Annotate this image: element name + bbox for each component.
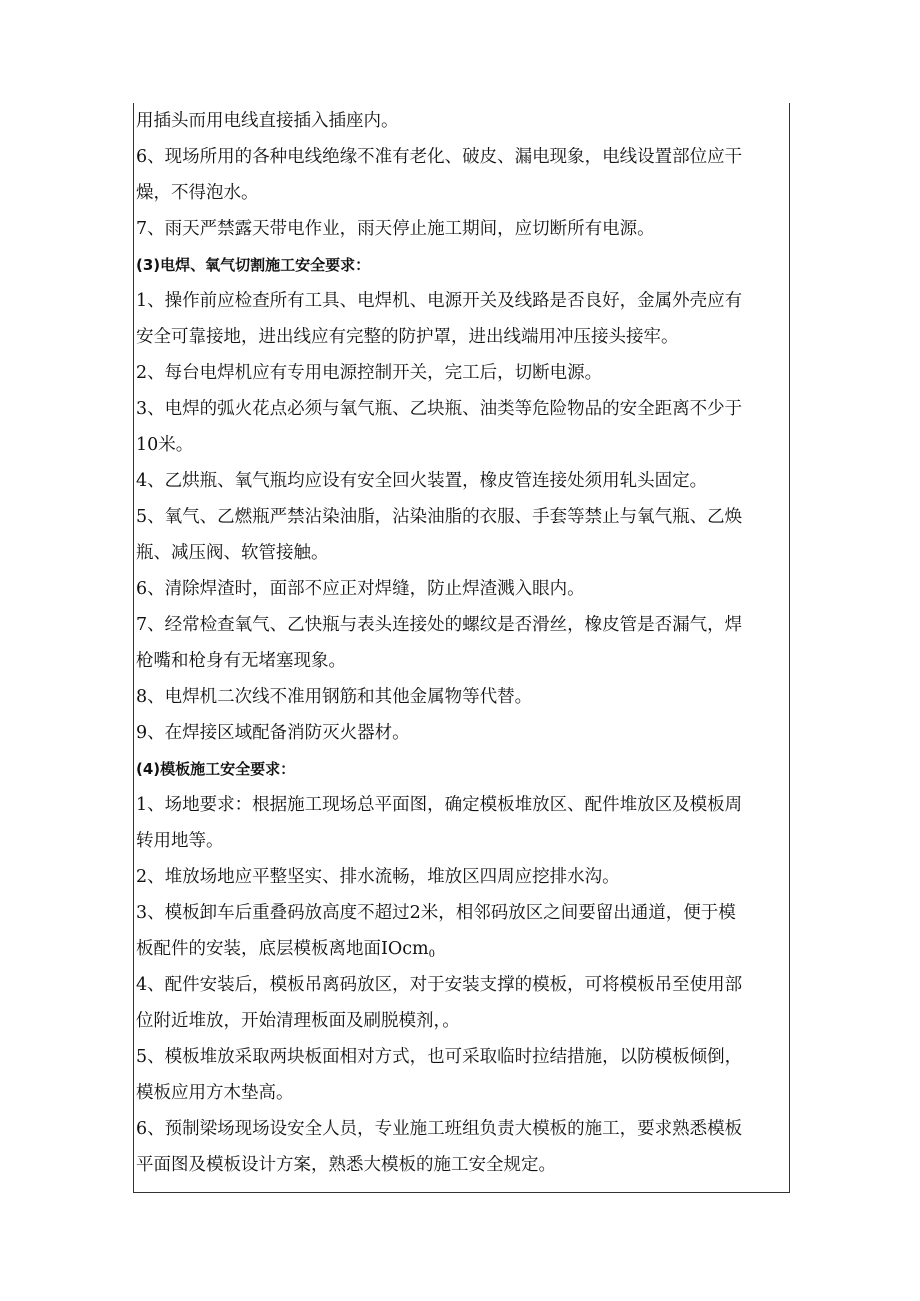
document-body [136,103,784,1183]
subscript-mark: 0 [428,949,436,960]
text-line: 1、操作前应检查所有工具、电焊机、电源开关及线路是否良好，金属外壳应有 [136,291,743,311]
section-heading: (3)电焊、氧气切割施工安全要求： [136,256,371,274]
text-line: 6、清除焊渣时，面部不应正对焊缝，防止焊渣溅入眼内。 [136,579,585,599]
text-line: 燥，不得泡水。 [136,183,259,203]
text-line: 10米。 [136,435,194,455]
text-line: 转用地等。 [136,831,224,851]
text-line: 1、场地要求：根据施工现场总平面图，确定模板堆放区、配件堆放区及模板周 [136,795,743,815]
text-line: 瓶、减压阀、软管接触。 [136,543,329,563]
text-line: 安全可靠接地，进出线应有完整的防护罩，进出线端用冲压接头接牢。 [136,327,679,347]
text-line-main: 板配件的安装，底层模板离地面IOcm [136,939,429,959]
text-line: 3、电焊的弧火花点必须与氧气瓶、乙块瓶、油类等危险物品的安全距离不少于 [136,399,743,419]
text-line: 4、配件安装后，模板吊离码放区，对于安装支撑的模板，可将模板吊至使用部 [136,975,743,995]
text-line: 7、经常检查氧气、乙快瓶与表头连接处的螺纹是否滑丝，橡皮管是否漏气，焊 [136,615,743,635]
text-line: 3、模板卸车后重叠码放高度不超过2米，相邻码放区之间要留出通道，便于模 [136,903,736,923]
text-line: 4、乙烘瓶、氧气瓶均应设有安全回火装置，橡皮管连接处须用轧头固定。 [136,471,708,491]
text-line: 5、模板堆放采取两块板面相对方式，也可采取临时拉结措施，以防模板倾倒， [136,1047,743,1067]
text-line: 位附近堆放，开始清理板面及刷脱模剂，。 [136,1011,460,1031]
text-line: 2、每台电焊机应有专用电源控制开关，完工后，切断电源。 [136,363,603,383]
text-line: 5、氧气、乙燃瓶严禁沾染油脂，沾染油脂的衣服、手套等禁止与氧气瓶、乙焕 [136,507,743,527]
section-heading: (4)模板施工安全要求： [136,760,296,778]
text-line: 用插头而用电线直接插入插座内。 [136,111,399,131]
text-line: 平面图及模板设计方案，熟悉大模板的施工安全规定。 [136,1155,556,1175]
text-line: 6、预制梁场现场设安全人员，专业施工班组负责大模板的施工，要求熟悉模板 [136,1119,743,1139]
text-line: 6、现场所用的各种电线绝缘不准有老化、破皮、漏电现象，电线设置部位应干 [136,147,743,167]
text-line: 8、电焊机二次线不准用钢筋和其他金属物等代替。 [136,687,533,707]
text-line: 9、在焊接区域配备消防灭火器材。 [136,723,410,743]
text-line: 模板应用方木垫高。 [136,1083,294,1103]
text-line [136,931,784,967]
text-line: 2、堆放场地应平整坚实、排水流畅，堆放区四周应挖排水沟。 [136,867,620,887]
text-line: 枪嘴和枪身有无堵塞现象。 [136,651,346,671]
text-line: 7、雨天严禁露天带电作业，雨天停止施工期间，应切断所有电源。 [136,219,655,239]
